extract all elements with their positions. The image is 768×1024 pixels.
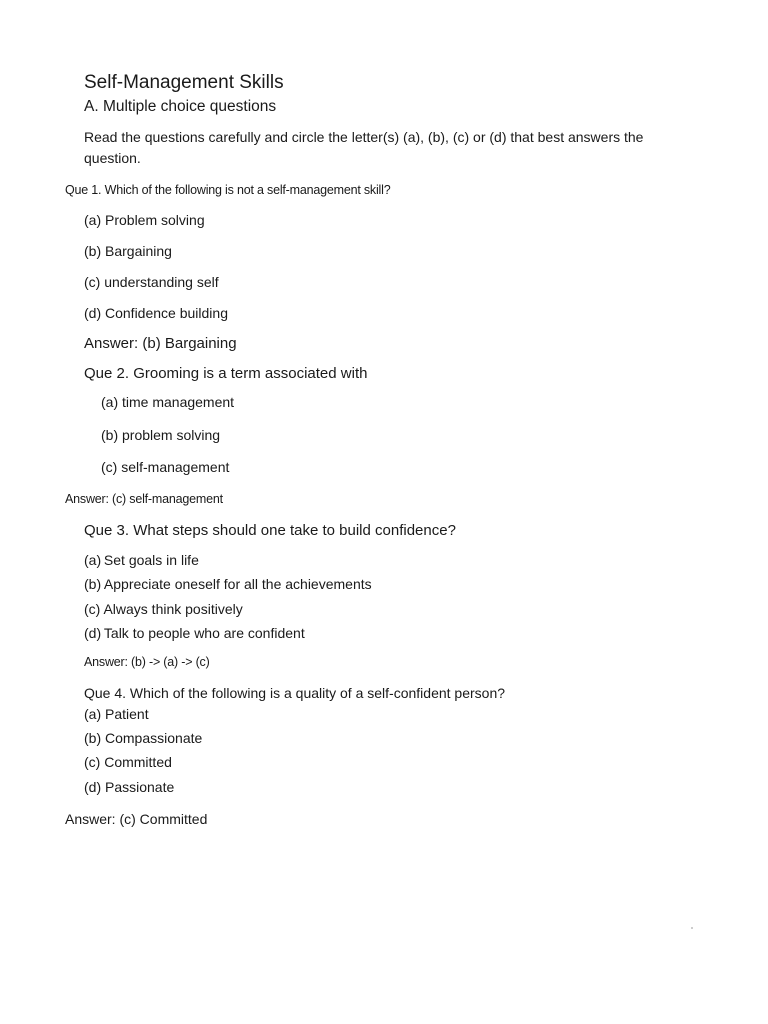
instructions-line-2: question. bbox=[84, 150, 141, 166]
q3-answer: Answer: (b) -> (a) -> (c) bbox=[84, 655, 210, 669]
instructions-line-1: Read the questions carefully and circle the letter(s) (a), (b), (c) or (d) that best answers the bbox=[84, 129, 644, 145]
q4-answer: Answer: (c) Committed bbox=[65, 811, 208, 827]
question-4: Que 4. Which of the following is a quality of a self-confident person? bbox=[84, 685, 506, 701]
q3-option-d: (d) Talk to people who are confident bbox=[84, 625, 305, 641]
q4-option-c: (c) Committed bbox=[84, 754, 172, 770]
question-1: Que 1. Which of the following is not a self-management skill? bbox=[65, 183, 391, 197]
q4-option-a: (a) Patient bbox=[84, 706, 149, 722]
q2-option-c: (c) self-management bbox=[101, 459, 230, 475]
q1-option-d: (d) Confidence building bbox=[84, 305, 228, 321]
question-2: Que 2. Grooming is a term associated with bbox=[84, 365, 368, 382]
q3-option-b: (b) Appreciate oneself for all the achievements bbox=[84, 576, 372, 592]
q2-option-b: (b) problem solving bbox=[101, 427, 221, 443]
q1-answer: Answer: (b) Bargaining bbox=[84, 335, 237, 352]
q3-option-a: (a) Set goals in life bbox=[84, 552, 199, 568]
q1-option-a: (a) Problem solving bbox=[84, 212, 205, 228]
q2-answer: Answer: (c) self-management bbox=[65, 492, 223, 506]
q2-option-a: (a) time management bbox=[101, 394, 235, 410]
q3-option-c: (c) Always think positively bbox=[84, 601, 243, 617]
section-heading: A. Multiple choice questions bbox=[84, 98, 277, 115]
q1-option-c: (c) understanding self bbox=[84, 274, 219, 290]
q1-option-b: (b) Bargaining bbox=[84, 243, 172, 259]
document-title: Self-Management Skills bbox=[84, 72, 284, 93]
q4-option-b: (b) Compassionate bbox=[84, 730, 203, 746]
question-3: Que 3. What steps should one take to build confidence? bbox=[84, 522, 456, 539]
page-speck bbox=[691, 927, 693, 929]
q4-option-d: (d) Passionate bbox=[84, 779, 175, 795]
